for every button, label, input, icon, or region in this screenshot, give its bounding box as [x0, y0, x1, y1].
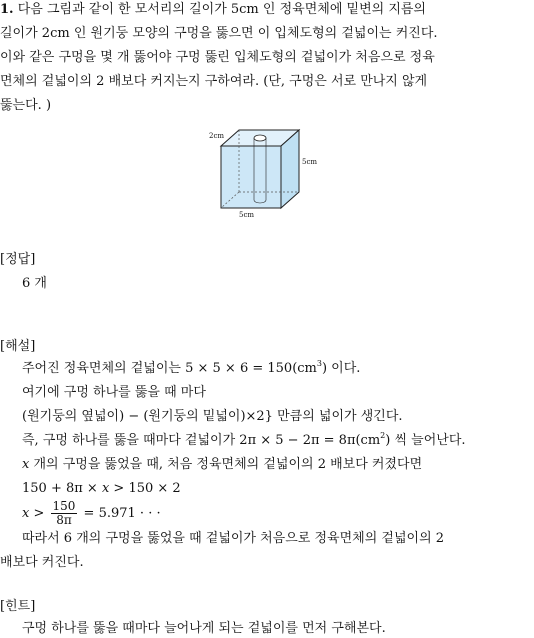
hint-text: 구멍 하나를 뚫을 때마다 늘어나게 되는 겉넓이를 먼저 구해본다.: [22, 621, 386, 636]
solution-fraction: [51, 500, 78, 527]
problem-text-1: 다음 그림과 같이 한 모서리의 길이가 5cm 인 정육면체에 밑변의 지름의: [17, 2, 426, 17]
solution-line-1: [22, 358, 361, 377]
solution-line-3: (원기둥의 옆넓이) − (원기둥의 밑넓이)×2} 만큼의 넓이가 생긴다.: [22, 409, 403, 424]
answer-value: 6 개: [22, 276, 47, 291]
cube-front-face: [221, 146, 281, 208]
solution-l5-var: x: [22, 457, 30, 472]
solution-l4-math: 2π × 5 − 2π = 8π(cm: [239, 433, 381, 448]
solution-l4-post: 씩 늘어난다.: [390, 433, 466, 448]
problem-line-1: [0, 2, 426, 18]
solution-l7-var: x: [22, 506, 30, 521]
fraction-numerator: 150: [52, 499, 76, 513]
solution-l7-gt: >: [29, 506, 49, 521]
solution-l4-sup: 2: [380, 430, 386, 440]
solution-line-5: [22, 457, 422, 473]
solution-l5-text: 개의 구멍을 뚫었을 때, 처음 정육면체의 겉넓이의 2 배보다 커졌다면: [29, 457, 423, 472]
answer-header: [정답]: [0, 252, 36, 267]
solution-l6-post: > 150 × 2: [109, 481, 181, 496]
solution-header: [해설]: [0, 339, 36, 354]
cube-drawing: [221, 130, 299, 208]
hole-top-ellipse: [254, 135, 266, 141]
problem-number: 1.: [0, 2, 14, 17]
solution-line-2: 여기에 구멍 하나를 뚫을 때 마다: [22, 385, 206, 400]
hint-header: [힌트]: [0, 599, 36, 614]
cube-with-hole-figure: [209, 126, 329, 222]
problem-line-2: 길이가 2cm 인 원기둥 모양의 구멍을 뚫으면 이 입체도형의 겉넓이는 커진다.: [0, 26, 438, 41]
solution-line-8: 따라서 6 개의 구멍을 뚫었을 때 겉넓이가 처음으로 정육면체의 겉넓이의 2: [22, 531, 445, 546]
solution-l1-sup: 3: [316, 358, 322, 368]
solution-l4-pre: 즉, 구멍 하나를 뚫을 때마다 겉넓이가: [22, 433, 240, 448]
solution-line-7: [22, 499, 161, 529]
problem-line-5: 뚫는다. ): [0, 98, 52, 113]
label-diameter: 2cm: [209, 132, 225, 140]
problem-line-4: 면체의 겉넓이의 2 배보다 커지는지 구하여라. (단, 구멍은 서로 만나지 않게: [0, 74, 428, 89]
solution-l1-math: 5 × 5 × 6 = 150(cm: [185, 361, 317, 376]
solution-l1-close: ): [321, 361, 328, 376]
solution-l6-var: x: [101, 481, 110, 496]
solution-l7-post: = 5.971 · · ·: [79, 506, 161, 521]
solution-l6-pre: 150 + 8π ×: [22, 481, 102, 496]
label-height: 5cm: [302, 158, 318, 166]
solution-l4-close: ): [385, 433, 391, 448]
solution-l1-post: 이다.: [327, 361, 361, 376]
solution-line-6: [22, 481, 181, 497]
solution-line-4: [22, 430, 466, 449]
solution-line-9: 배보다 커진다.: [0, 555, 84, 570]
problem-line-3: 이와 같은 구멍을 몇 개 뚫어야 구멍 뚫린 입체도형의 겉넓이가 처음으로 정육: [0, 50, 435, 65]
label-width: 5cm: [239, 211, 255, 219]
solution-l1-pre: 주어진 정육면체의 겉넓이는: [22, 361, 186, 376]
fraction-denominator: 8π: [56, 513, 72, 527]
